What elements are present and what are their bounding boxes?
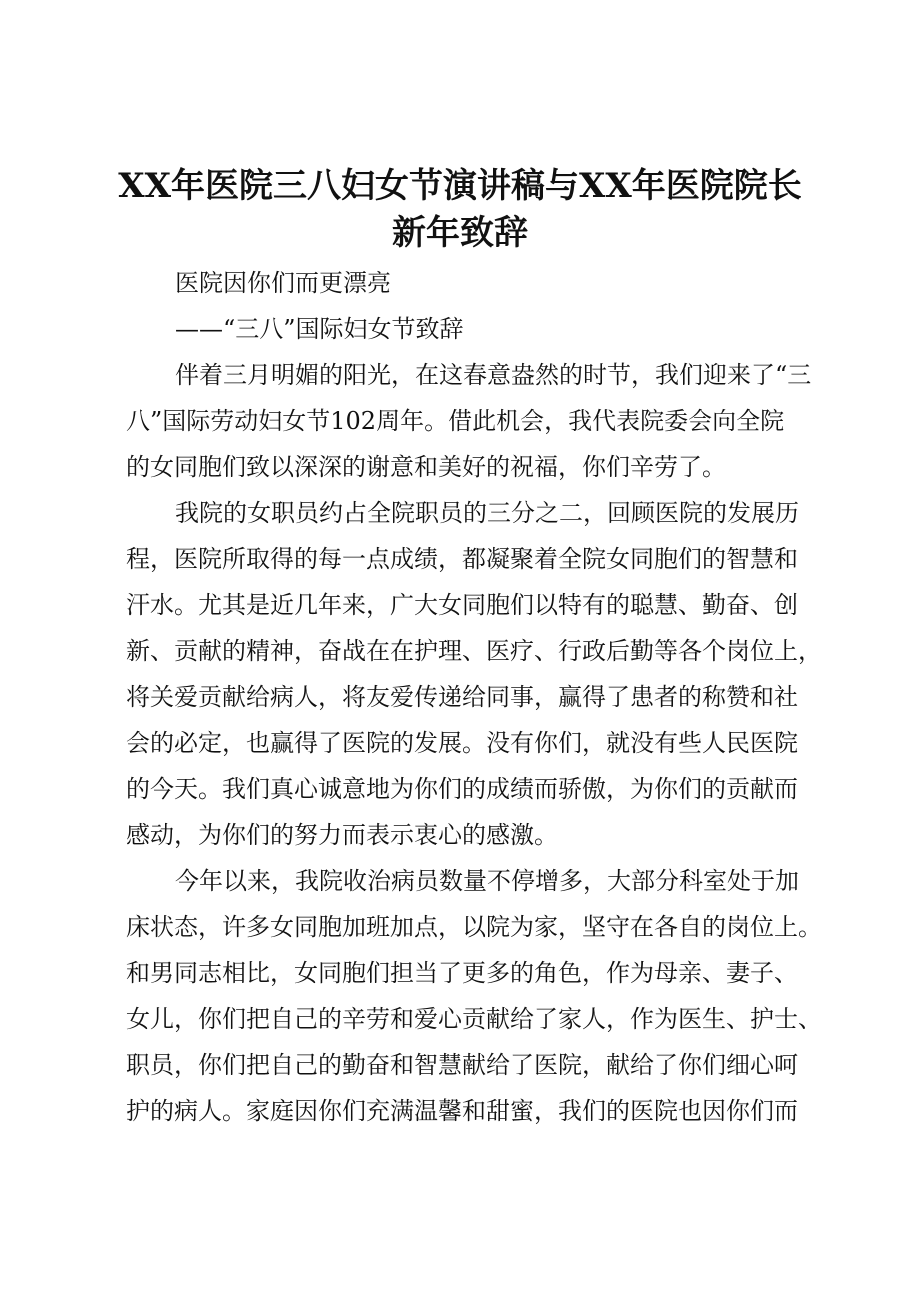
paragraph-line: 护的病人。家庭因你们充满温馨和甜蜜，我们的医院也因你们而 xyxy=(126,1097,798,1125)
document-title-line-1: XX年医院三八妇女节演讲稿与XX年医院院长 xyxy=(118,166,802,206)
paragraph-line: 会的必定，也赢得了医院的发展。没有你们，就没有些人民医院 xyxy=(126,729,798,757)
paragraph-line: 今年以来，我院收治病员数量不停增多，大部分科室处于加 xyxy=(175,867,799,895)
paragraph-line: 感动，为你们的努力而表示衷心的感激。 xyxy=(126,821,558,849)
paragraph-line: 我院的女职员约占全院职员的三分之二，回顾医院的发展历 xyxy=(175,499,799,527)
paragraph-line: 女儿，你们把自己的辛劳和爱心贡献给了家人，作为医生、护士、 xyxy=(126,1005,822,1033)
paragraph-line: 汗水。尤其是近几年来，广大女同胞们以特有的聪慧、勤奋、创 xyxy=(126,591,798,619)
paragraph-line: 将关爱贡献给病人，将友爱传递给同事，赢得了患者的称赞和社 xyxy=(126,683,798,711)
document-title-line-2: 新年致辞 xyxy=(392,213,528,253)
speech-subheading: ——“三八”国际妇女节致辞 xyxy=(175,315,464,343)
paragraph-line: 床状态，许多女同胞加班加点，以院为家，坚守在各自的岗位上。 xyxy=(126,913,822,941)
paragraph-line: 职员，你们把自己的勤奋和智慧献给了医院，献给了你们细心呵 xyxy=(126,1051,798,1079)
paragraph-line: 的女同胞们致以深深的谢意和美好的祝福，你们辛劳了。 xyxy=(126,453,726,481)
paragraph-line: 伴着三月明媚的阳光，在这春意盎然的时节，我们迎来了“三 xyxy=(175,361,812,389)
paragraph-line: 和男同志相比，女同胞们担当了更多的角色，作为母亲、妻子、 xyxy=(126,959,798,987)
paragraph-line: 的今天。我们真心诚意地为你们的成绩而骄傲，为你们的贡献而 xyxy=(126,775,798,803)
paragraph-line: 程，医院所取得的每一点成绩，都凝聚着全院女同胞们的智慧和 xyxy=(126,545,798,573)
speech-heading: 医院因你们而更漂亮 xyxy=(175,269,391,297)
paragraph-line: 八”国际劳动妇女节102周年。借此机会，我代表院委会向全院 xyxy=(126,407,785,435)
paragraph-line: 新、贡献的精神，奋战在在护理、医疗、行政后勤等各个岗位上， xyxy=(126,637,822,665)
